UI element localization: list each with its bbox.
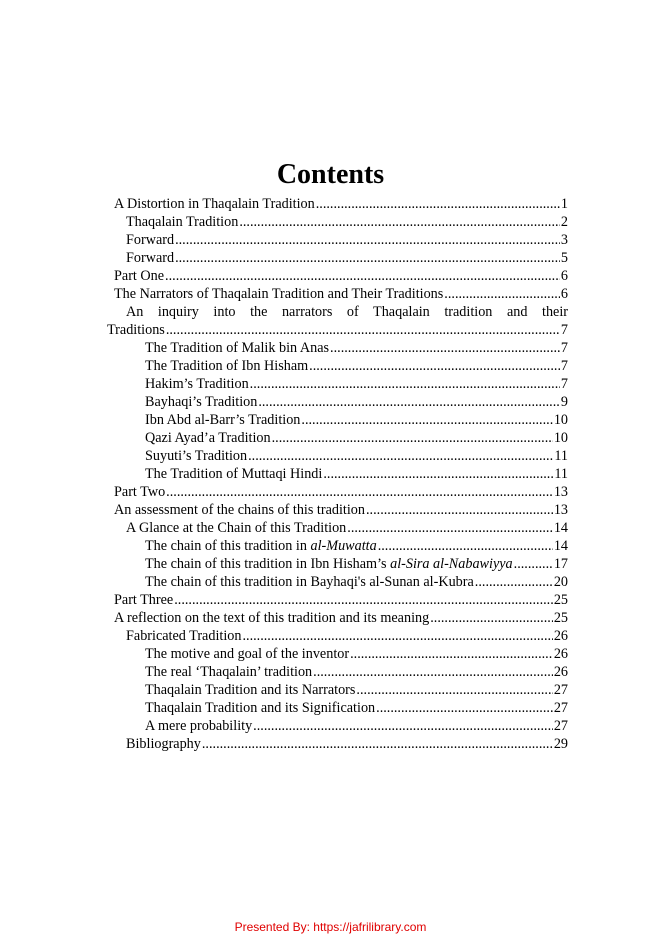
toc-entry-label: The Narrators of Thaqalain Tradition and Their Traditions: [114, 286, 444, 302]
toc-leader-dots: [239, 213, 560, 231]
toc-entry-label: Fabricated Tradition: [126, 628, 242, 644]
toc-entry[interactable]: [126, 627, 568, 645]
toc-page-number: 25: [553, 610, 568, 626]
toc-page-number: 27: [553, 700, 568, 716]
toc-page-number: 7: [560, 322, 568, 338]
toc-entry-label: Traditions: [107, 322, 165, 338]
toc-leader-dots: [323, 465, 553, 483]
toc-leader-dots: [253, 717, 553, 735]
toc-page-number: 13: [553, 484, 568, 500]
toc-leader-dots: [165, 267, 560, 285]
toc-leader-dots: [309, 357, 560, 375]
toc-entry[interactable]: [145, 681, 568, 699]
toc-page-number: 11: [554, 466, 568, 482]
toc-entry-label: A reflection on the text of this tradition and its meaning: [114, 610, 430, 626]
toc-page-number: 7: [560, 376, 568, 392]
toc-page-number: 26: [553, 646, 568, 662]
toc-page-number: 9: [560, 394, 568, 410]
toc-page-number: 10: [553, 430, 568, 446]
toc-page-number: 7: [560, 358, 568, 374]
toc-leader-dots: [272, 429, 553, 447]
toc-page-number: 14: [553, 538, 568, 554]
toc-entry-label: An assessment of the chains of this tradition: [114, 502, 365, 518]
toc-entry-label: Forward: [126, 250, 175, 266]
toc-entry-label: Forward: [126, 232, 175, 248]
toc-leader-dots: [258, 393, 560, 411]
toc-entry[interactable]: [114, 267, 568, 285]
toc-entry-label: Hakim’s Tradition: [145, 376, 249, 392]
toc-leader-dots: [166, 483, 553, 501]
toc-page-number: 6: [560, 268, 568, 284]
toc-entry[interactable]: [145, 717, 568, 735]
toc-leader-dots: [166, 321, 560, 339]
toc-entry[interactable]: [114, 591, 568, 609]
toc-entry[interactable]: [145, 447, 568, 465]
toc-leader-dots: [347, 519, 553, 537]
toc-page-number: 20: [553, 574, 568, 590]
toc-entry-label: The Tradition of Malik bin Anas: [145, 340, 330, 356]
toc-entry[interactable]: [145, 573, 568, 591]
toc-leader-dots: [444, 285, 560, 303]
toc-entry[interactable]: [145, 375, 568, 393]
toc-entry-label: Part One: [114, 268, 165, 284]
toc-entry[interactable]: [114, 195, 568, 213]
toc-leader-dots: [316, 195, 560, 213]
toc-page-number: 26: [553, 628, 568, 644]
toc-entry[interactable]: [145, 393, 568, 411]
toc-entry[interactable]: [145, 411, 568, 429]
page-title: Contents: [276, 159, 385, 190]
toc-entry-label: A Glance at the Chain of this Tradition: [126, 520, 347, 536]
toc-entry-label: Qazi Ayad’a Tradition: [145, 430, 271, 446]
toc-page-number: 7: [560, 340, 568, 356]
toc-page-number: 3: [560, 232, 568, 248]
toc-leader-dots: [330, 339, 560, 357]
toc-leader-dots: [250, 375, 560, 393]
toc-page-number: 10: [553, 412, 568, 428]
toc-page-number: 11: [554, 448, 568, 464]
toc-page-number: 27: [553, 682, 568, 698]
toc-entry-label: A Distortion in Thaqalain Tradition: [114, 196, 315, 212]
toc-entry-label: Bayhaqi’s Tradition: [145, 394, 258, 410]
toc-entry[interactable]: [126, 231, 568, 249]
toc-entry[interactable]: [145, 465, 568, 483]
toc-page-number: 5: [560, 250, 568, 266]
toc-entry[interactable]: [145, 699, 568, 717]
toc-page-number: 29: [553, 736, 568, 752]
toc-leader-dots: [378, 537, 553, 555]
toc-leader-dots: [313, 663, 553, 681]
toc-entry[interactable]: [126, 249, 568, 267]
toc-entry-label: The motive and goal of the inventor: [145, 646, 350, 662]
toc-page-number: 27: [553, 718, 568, 734]
toc-entry[interactable]: [145, 555, 568, 573]
toc-entry[interactable]: [126, 213, 568, 231]
toc-entry[interactable]: [107, 321, 568, 339]
toc-leader-dots: [202, 735, 553, 753]
toc-entry-label: The real ‘Thaqalain’ tradition: [145, 664, 313, 680]
toc-entry[interactable]: [145, 663, 568, 681]
toc-entry-wrapped-line[interactable]: An inquiry into the narrators of Thaqalain tradition and their: [126, 304, 568, 320]
toc-page-number: 2: [560, 214, 568, 230]
toc-entry[interactable]: [114, 609, 568, 627]
toc-page-number: 14: [553, 520, 568, 536]
toc-entry[interactable]: [145, 429, 568, 447]
toc-leader-dots: [175, 249, 560, 267]
toc-entry-label: Part Two: [114, 484, 166, 500]
toc-entry-label: Bibliography: [126, 736, 201, 752]
footer-link[interactable]: Presented By: https://jafrilibrary.com: [234, 920, 427, 934]
toc-entry[interactable]: [114, 501, 568, 519]
toc-entry-label: Thaqalain Tradition and its Signification: [145, 700, 376, 716]
toc-entry-label: Suyuti’s Tradition: [145, 448, 248, 464]
toc-leader-dots: [248, 447, 553, 465]
toc-leader-dots: [350, 645, 553, 663]
toc-entry[interactable]: [145, 339, 568, 357]
toc-entry[interactable]: [114, 483, 568, 501]
toc-leader-dots: [475, 573, 553, 591]
toc-entry-label: The Tradition of Muttaqi Hindi: [145, 466, 323, 482]
toc-leader-dots: [175, 231, 560, 249]
toc-entry[interactable]: [145, 357, 568, 375]
toc-page-number: 1: [560, 196, 568, 212]
toc-entry-label: The Tradition of Ibn Hisham: [145, 358, 309, 374]
toc-page-number: 25: [553, 592, 568, 608]
toc-leader-dots: [514, 555, 553, 573]
toc-entry-label: A mere probability: [145, 718, 253, 734]
toc-page-number: 26: [553, 664, 568, 680]
toc-page-number: 6: [560, 286, 568, 302]
toc-leader-dots: [366, 501, 553, 519]
toc-entry-label-prefix: The chain of this tradition in: [145, 538, 311, 554]
toc-entry[interactable]: [126, 519, 568, 537]
toc-entry[interactable]: [126, 735, 568, 753]
toc-entry-label: Thaqalain Tradition: [126, 214, 239, 230]
toc-entry[interactable]: [145, 537, 568, 555]
toc-leader-dots: [376, 699, 553, 717]
toc-entry-label: [145, 537, 377, 555]
toc-entry[interactable]: [114, 285, 568, 303]
toc-entry-label: Thaqalain Tradition and its Narrators: [145, 682, 356, 698]
toc-entry-label: [145, 555, 513, 573]
toc-page-number: 17: [553, 556, 568, 572]
toc-entry-label: Part Three: [114, 592, 174, 608]
toc-leader-dots: [301, 411, 552, 429]
toc-entry-label-italic: al-Sira al-Nabawiyya: [390, 556, 513, 572]
toc-leader-dots: [242, 627, 552, 645]
toc-leader-dots: [430, 609, 553, 627]
toc-leader-dots: [174, 591, 553, 609]
toc-page-number: 13: [553, 502, 568, 518]
toc-entry-label: The chain of this tradition in Bayhaqi's al-Sunan al-Kubra: [145, 574, 474, 590]
toc-entry-label: Ibn Abd al-Barr’s Tradition: [145, 412, 301, 428]
toc-leader-dots: [356, 681, 552, 699]
toc-entry-label-prefix: The chain of this tradition in Ibn Hisham’s: [145, 556, 391, 572]
toc-entry-label-italic: al-Muwatta: [310, 538, 377, 554]
toc-entry[interactable]: [145, 645, 568, 663]
